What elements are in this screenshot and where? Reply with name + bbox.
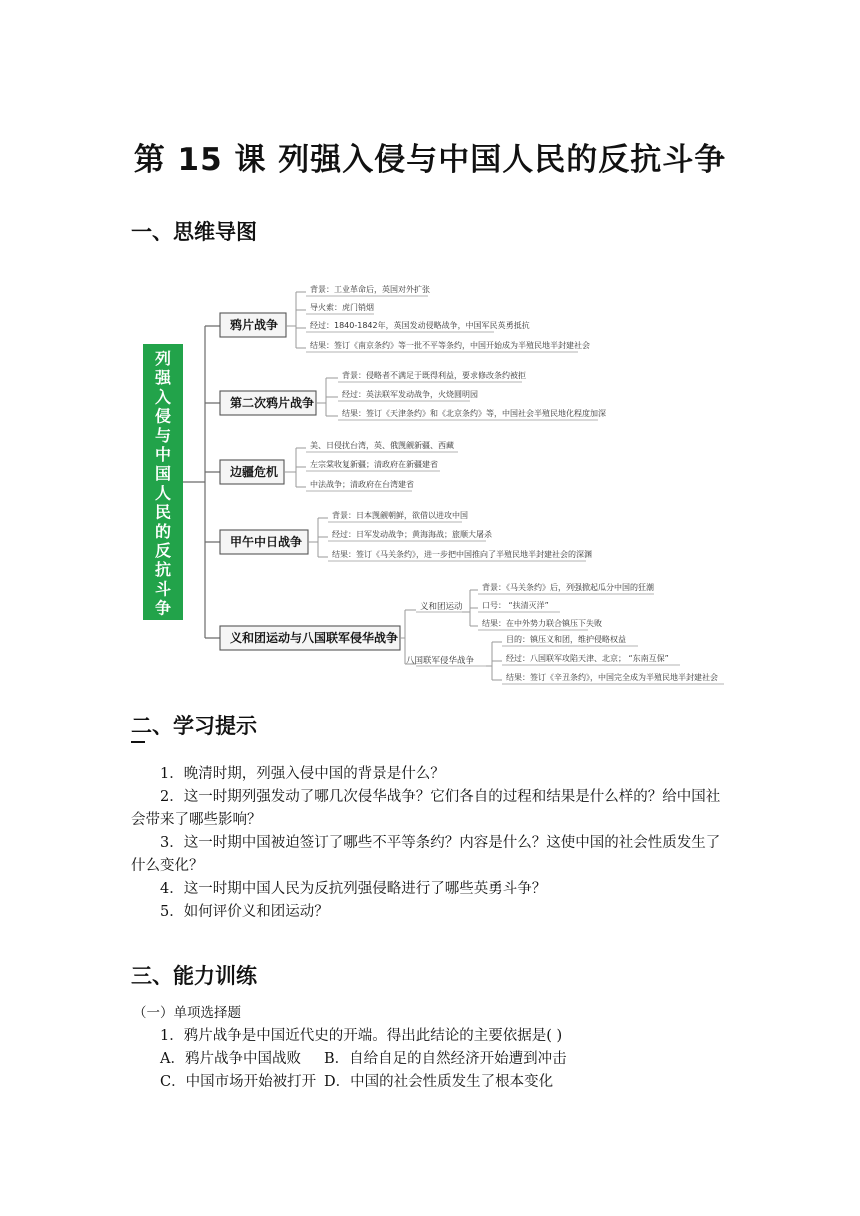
sub-branch-label-boxer: 义和团运动	[420, 602, 463, 612]
page-title: 第 15 课 列强入侵与中国人民的反抗斗争	[133, 142, 727, 178]
question-text: 1．鸦片战争是中国近代史的开端。得出此结论的主要依据是( )	[160, 1028, 563, 1044]
mind-map	[140, 270, 740, 690]
root-title-char: 中	[154, 445, 172, 464]
tip-item: 2．这一时期列强发动了哪几次侵华战争？它们各自的过程和结果是什么样的？给中国社会带来了哪些影响？	[131, 789, 721, 828]
root-title-char: 反	[154, 541, 172, 560]
root-title-char: 国	[154, 464, 172, 484]
leaf-text: 结果：在中外势力联合镇压下失败	[482, 619, 602, 628]
sub-branch-label-eight-nation: 八国联军侵华战争	[406, 656, 475, 666]
tip-item: 1．晚清时期，列强入侵中国的背景是什么？	[160, 766, 445, 782]
root-title-char: 抗	[154, 560, 172, 580]
option-b[interactable]: B．自给自足的自然经济开始遭到冲击	[324, 1051, 567, 1067]
root-title-char: 强	[154, 368, 172, 388]
leaf-text: 结果：签订《南京条约》等一批不平等条约，中国开始成为半殖民地半封建社会	[310, 341, 590, 350]
leaf-text: 经过：日军发动战争；黄海海战；旅顺大屠杀	[332, 530, 492, 539]
leaf-text: 经过：英法联军发动战争，火烧圆明园	[342, 390, 478, 399]
section-heading-training: 三、能力训练	[131, 964, 257, 988]
leaf-text: 口号： “扶清灭洋”	[482, 601, 549, 610]
leaf-text: 背景：侵略者不满足于既得利益，要求修改条约被拒	[342, 371, 526, 380]
study-tips-list	[131, 763, 731, 924]
tip-item: 5．如何评价义和团运动？	[160, 904, 329, 920]
branch-label-opium-war: 鸦片战争	[230, 318, 279, 332]
root-title-char: 人	[154, 483, 172, 503]
leaf-text: 经过：1840-1842年，英国发动侵略战争，中国军民英勇抵抗	[310, 321, 530, 330]
leaf-text: 背景：工业革命后，英国对外扩张	[310, 285, 430, 294]
root-title-char: 的	[154, 521, 172, 541]
quiz-section-label: （一）单项选择题	[133, 1005, 241, 1021]
leaf-text: 结果：签订《马关条约》，进一步把中国推向了半殖民地半封建社会的深渊	[332, 550, 592, 559]
mindmap-root-title	[154, 349, 172, 618]
root-title-char: 民	[154, 502, 172, 522]
branch-label-sino-japanese-war: 甲午中日战争	[230, 535, 303, 549]
leaf-text: 中法战争；清政府在台湾建省	[310, 480, 414, 489]
root-title-char: 争	[154, 598, 172, 618]
section-heading-tips: 二、学习提示	[131, 710, 257, 740]
tip-item: 3．这一时期中国被迫签订了哪些不平等条约？内容是什么？这使中国的社会性质发生了什么变化？	[131, 835, 721, 874]
branch-label-boxer-eight-nation: 义和团运动与八国联军侵华战争	[230, 631, 399, 645]
leaf-text: 美、日侵扰台湾，英、俄觊觎新疆、西藏	[310, 441, 454, 450]
option-a[interactable]: A．鸦片战争中国战败	[160, 1051, 301, 1067]
root-title-char: 列	[154, 349, 172, 368]
section-heading-mindmap: 一、思维导图	[131, 220, 257, 244]
leaf-text: 背景：《马关条约》后，列强掀起瓜分中国的狂潮	[482, 583, 654, 592]
option-c[interactable]: C．中国市场开始被打开	[160, 1074, 317, 1090]
leaf-text: 左宗棠收复新疆；清政府在新疆建省	[310, 460, 438, 469]
branch-label-frontier-crisis: 边疆危机	[230, 465, 279, 479]
root-title-char: 斗	[154, 579, 172, 599]
leaf-text: 背景：日本觊觎朝鲜，欲借以进攻中国	[332, 511, 468, 520]
leaf-text: 经过：八国联军攻陷天津、北京； “东南互保”	[506, 654, 669, 663]
tip-item: 4．这一时期中国人民为反抗列强侵略进行了哪些英勇斗争？	[160, 881, 547, 897]
root-title-char: 与	[154, 425, 172, 445]
root-title-char: 入	[154, 387, 172, 407]
leaf-text: 目的：镇压义和团，维护侵略权益	[506, 635, 626, 644]
leaf-text: 导火索：虎门销烟	[310, 303, 374, 312]
leaf-text: 结果：签订《天津条约》和《北京条约》等，中国社会半殖民地化程度加深	[342, 409, 606, 418]
root-title-char: 侵	[154, 406, 172, 426]
quiz-block	[131, 1002, 751, 1094]
branch-label-second-opium-war: 第二次鸦片战争	[230, 396, 315, 410]
leaf-text: 结果：签订《辛丑条约》，中国完全成为半殖民地半封建社会	[506, 673, 718, 682]
option-d[interactable]: D．中国的社会性质发生了根本变化	[324, 1074, 554, 1090]
